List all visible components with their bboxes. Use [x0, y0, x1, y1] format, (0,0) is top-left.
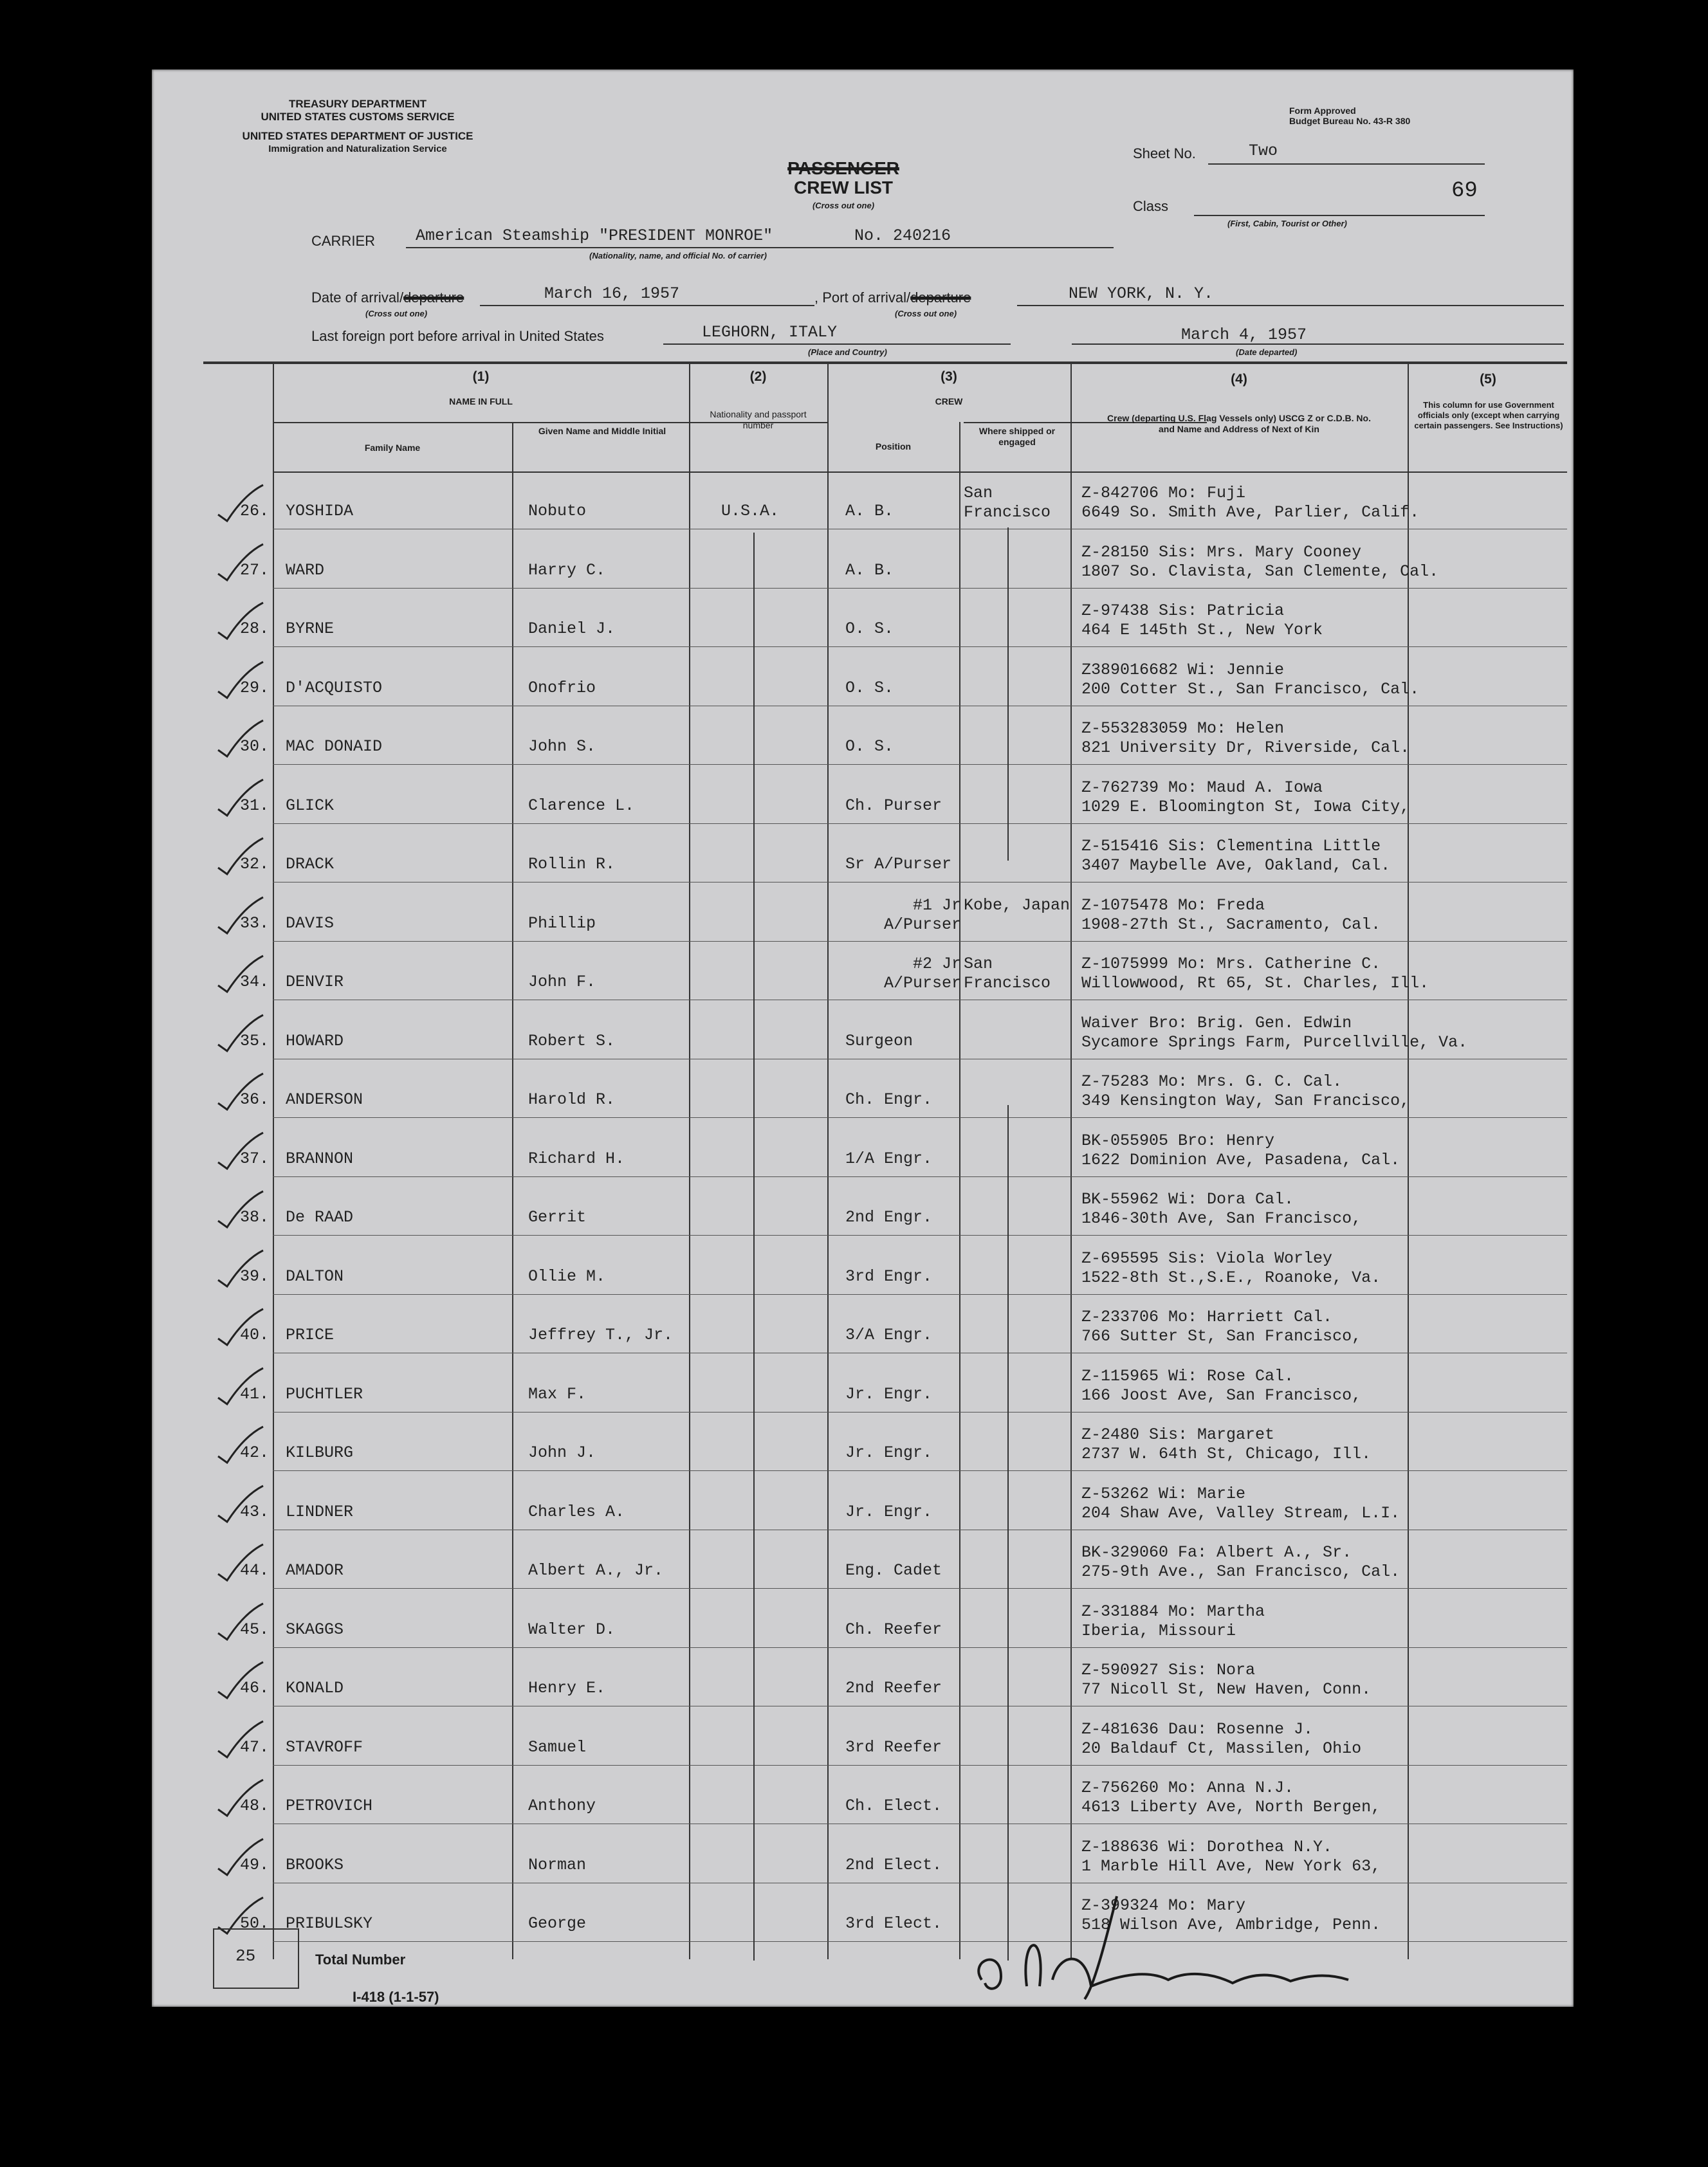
check-mark-icon: [213, 1661, 264, 1699]
row-rule: [273, 588, 1567, 589]
family-name: GLICK: [286, 796, 335, 815]
position: O. S.: [845, 619, 894, 638]
position: O. S.: [845, 737, 894, 756]
port-label: , Port of arrival/departure: [814, 289, 971, 306]
check-mark-icon: [213, 1308, 264, 1346]
shipped-ditto-line-1: [1007, 527, 1009, 861]
date-cross-hint: (Cross out one): [365, 309, 428, 318]
col1-title: NAME IN FULL: [449, 396, 513, 407]
shipped-ditto-line-2: [1007, 1105, 1009, 1961]
col3-number: (3): [941, 369, 957, 384]
given-name: Henry E.: [528, 1679, 606, 1697]
kin-line-1: BK-55962 Wi: Dora Cal.: [1081, 1190, 1294, 1209]
position: Ch. Engr.: [845, 1090, 933, 1109]
given-name: Gerrit: [528, 1208, 587, 1227]
given-name: Max F.: [528, 1385, 587, 1404]
kin-line-2: 3407 Maybelle Ave, Oakland, Cal.: [1081, 856, 1391, 875]
total-value: 25: [235, 1946, 256, 1966]
position: 2nd Reefer: [845, 1679, 942, 1697]
given-name: Rollin R.: [528, 855, 616, 873]
kin-line-2: 6649 So. Smith Ave, Parlier, Calif.: [1081, 503, 1420, 522]
given-name: Jeffrey T., Jr.: [528, 1326, 674, 1344]
col3b-shipped: Where shipped or engaged: [978, 426, 1056, 447]
last-port-hint: (Place and Country): [808, 347, 887, 357]
last-port-value: LEGHORN, ITALY: [702, 323, 838, 342]
list-title: CREW LIST: [794, 178, 893, 197]
check-mark-icon: [213, 955, 264, 993]
family-name: De RAAD: [286, 1208, 354, 1227]
row-number: 36.: [239, 1090, 269, 1109]
col1b-given: Given Name and Middle Initial: [538, 426, 666, 436]
col2-number: (2): [749, 369, 767, 384]
family-name: BROOKS: [286, 1856, 344, 1874]
table-top-rule: [203, 361, 1567, 364]
col1-number: (1): [472, 369, 490, 384]
check-mark-icon: [213, 719, 264, 758]
kin-line-1: Z-75283 Mo: Mrs. G. C. Cal.: [1081, 1072, 1343, 1091]
family-name: WARD: [286, 561, 325, 580]
family-name: DENVIR: [286, 973, 344, 991]
carrier-number: No. 240216: [854, 226, 951, 245]
position: Ch. Elect.: [845, 1797, 942, 1815]
check-mark-icon: [213, 1367, 264, 1405]
kin-line-1: Z389016682 Wi: Jennie: [1081, 661, 1285, 679]
position: Ch. Purser: [845, 796, 942, 815]
class-hint: (First, Cabin, Tourist or Other): [1227, 219, 1347, 228]
kin-line-2: 1807 So. Clavista, San Clemente, Cal.: [1081, 562, 1439, 581]
kin-line-2: 166 Joost Ave, San Francisco,: [1081, 1386, 1362, 1405]
kin-line-1: Z-233706 Mo: Harriett Cal.: [1081, 1308, 1333, 1326]
check-mark-icon: [213, 837, 264, 875]
port-value: NEW YORK, N. Y.: [1069, 284, 1214, 303]
row-rule: [273, 1412, 1567, 1413]
row-rule: [273, 1647, 1567, 1648]
kin-line-2: 821 University Dr, Riverside, Cal.: [1081, 738, 1410, 757]
col5-title: This column for use Government officials only (except when carrying certain passengers. See Instructions): [1414, 400, 1563, 430]
kin-line-2: 2737 W. 64th St, Chicago, Ill.: [1081, 1445, 1372, 1463]
row-number: 32.: [239, 855, 269, 873]
given-name: Nobuto: [528, 502, 587, 520]
family-name: PRIBULSKY: [286, 1914, 373, 1933]
given-name: Charles A.: [528, 1503, 625, 1521]
check-mark-icon: [213, 1602, 264, 1641]
given-name: Harold R.: [528, 1090, 616, 1109]
kin-line-1: Z-1075478 Mo: Freda: [1081, 896, 1265, 915]
family-name: DALTON: [286, 1267, 344, 1286]
row-rule: [273, 1117, 1567, 1118]
check-mark-icon: [213, 1838, 264, 1876]
family-name: BYRNE: [286, 619, 335, 638]
col4-title: Crew (departing U.S. Flag Vessels only) USCG Z or C.D.B. No. and Name and Address of Next of Kin: [1107, 413, 1371, 434]
position: #1 Jr A/Purser: [883, 896, 961, 934]
position: Ch. Reefer: [845, 1620, 942, 1639]
col3a-position: Position: [875, 441, 912, 452]
nationality: U.S.A.: [721, 502, 780, 520]
position: Jr. Engr.: [845, 1443, 933, 1462]
row-number: 40.: [239, 1326, 269, 1344]
col5-number: (5): [1480, 372, 1496, 387]
check-mark-icon: [213, 601, 264, 640]
where-shipped: Kobe, Japan: [964, 896, 1070, 915]
position: Surgeon: [845, 1032, 914, 1050]
kin-line-1: Z-399324 Mo: Mary: [1081, 1896, 1246, 1915]
position: 2nd Elect.: [845, 1856, 942, 1874]
row-number: 27.: [239, 561, 269, 580]
family-name: BRANNON: [286, 1149, 354, 1168]
given-name: George: [528, 1914, 587, 1933]
nationality-ditto-line: [753, 533, 755, 1961]
row-number: 28.: [239, 619, 269, 638]
check-mark-icon: [213, 1190, 264, 1229]
row-number: 49.: [239, 1856, 269, 1874]
kin-line-1: Waiver Bro: Brig. Gen. Edwin: [1081, 1014, 1352, 1032]
row-rule: [273, 1294, 1567, 1295]
given-name: Samuel: [528, 1738, 587, 1757]
position: 1/A Engr.: [845, 1149, 933, 1168]
kin-line-1: Z-2480 Sis: Margaret: [1081, 1425, 1275, 1444]
row-number: 42.: [239, 1443, 269, 1462]
check-mark-icon: [213, 484, 264, 522]
given-name: Phillip: [528, 914, 596, 933]
kin-line-1: Z-481636 Dau: Rosenne J.: [1081, 1720, 1314, 1739]
row-number: 31.: [239, 796, 269, 815]
agency-justice: UNITED STATES DEPARTMENT OF JUSTICE: [242, 130, 473, 142]
kin-line-2: 4613 Liberty Ave, North Bergen,: [1081, 1798, 1381, 1816]
kin-line-2: 1908-27th St., Sacramento, Cal.: [1081, 915, 1381, 934]
total-box: [213, 1928, 299, 1989]
row-rule: [273, 646, 1567, 647]
check-mark-icon: [213, 1720, 264, 1759]
class-label: Class: [1133, 198, 1169, 214]
family-name: LINDNER: [286, 1503, 354, 1521]
kin-line-2: 518 Wilson Ave, Ambridge, Penn.: [1081, 1916, 1381, 1934]
carrier-label: CARRIER: [311, 233, 376, 249]
check-mark-icon: [213, 1425, 264, 1464]
position: Jr. Engr.: [845, 1385, 933, 1404]
position: O. S.: [845, 679, 894, 697]
kin-line-1: Z-590927 Sis: Nora: [1081, 1661, 1256, 1679]
given-name: Albert A., Jr.: [528, 1561, 664, 1580]
row-rule: [273, 941, 1567, 942]
sheet-value: Two: [1249, 142, 1278, 160]
kin-line-2: 275-9th Ave., San Francisco, Cal.: [1081, 1562, 1400, 1581]
position: #2 Jr A/Purser: [883, 955, 961, 992]
kin-line-2: 349 Kensington Way, San Francisco,: [1081, 1092, 1410, 1110]
position: 3rd Reefer: [845, 1738, 942, 1757]
given-name: Ollie M.: [528, 1267, 606, 1286]
check-mark-icon: [213, 1249, 264, 1288]
kin-line-1: BK-055905 Bro: Henry: [1081, 1131, 1275, 1150]
kin-line-1: Z-97438 Sis: Patricia: [1081, 601, 1285, 620]
given-name: Daniel J.: [528, 619, 616, 638]
date-arrival-label: Date of arrival/departure: [311, 289, 464, 306]
check-mark-icon: [213, 1778, 264, 1817]
row-number: 43.: [239, 1503, 269, 1521]
family-name: KONALD: [286, 1679, 344, 1697]
kin-line-2: 1522-8th St.,S.E., Roanoke, Va.: [1081, 1268, 1381, 1287]
family-name: PETROVICH: [286, 1797, 373, 1815]
carrier-value: American Steamship "PRESIDENT MONROE": [416, 226, 773, 245]
crew-list-document: [152, 69, 1574, 2007]
kin-line-2: Willowwood, Rt 65, St. Charles, Ill.: [1081, 974, 1429, 992]
col3-title: CREW: [935, 396, 963, 407]
given-name: Anthony: [528, 1797, 596, 1815]
position: 3rd Engr.: [845, 1267, 933, 1286]
position: A. B.: [845, 502, 894, 520]
kin-line-1: Z-53262 Wi: Marie: [1081, 1485, 1246, 1503]
family-name: STAVROFF: [286, 1738, 363, 1757]
kin-line-2: Sycamore Springs Farm, Purcellville, Va.: [1081, 1033, 1468, 1052]
given-name: Clarence L.: [528, 796, 635, 815]
col1a-family: Family Name: [364, 443, 421, 453]
row-number: 41.: [239, 1385, 269, 1404]
row-number: 34.: [239, 973, 269, 991]
kin-line-2: 77 Nicoll St, New Haven, Conn.: [1081, 1680, 1372, 1699]
given-name: John S.: [528, 737, 596, 756]
given-name: Walter D.: [528, 1620, 616, 1639]
col2-title: Nationality and passport number: [710, 409, 807, 430]
kin-line-2: 204 Shaw Ave, Valley Stream, L.I.: [1081, 1504, 1400, 1522]
position: Sr A/Purser: [845, 855, 952, 873]
check-mark-icon: [213, 1485, 264, 1523]
carrier-hint: (Nationality, name, and official No. of carrier): [589, 251, 767, 261]
position: Eng. Cadet: [845, 1561, 942, 1580]
row-number: 29.: [239, 679, 269, 697]
kin-line-2: 200 Cotter St., San Francisco, Cal.: [1081, 680, 1420, 699]
given-name: Richard H.: [528, 1149, 625, 1168]
check-mark-icon: [213, 661, 264, 699]
row-number: 39.: [239, 1267, 269, 1286]
form-code: I-418 (1-1-57): [353, 1989, 439, 2005]
family-name: HOWARD: [286, 1032, 344, 1050]
given-name: Robert S.: [528, 1032, 616, 1050]
family-name: YOSHIDA: [286, 502, 354, 520]
row-number: 50.: [239, 1914, 269, 1933]
sheet-label: Sheet No.: [1133, 145, 1196, 161]
row-number: 37.: [239, 1149, 269, 1168]
family-name: MAC DONAID: [286, 737, 383, 756]
row-number: 33.: [239, 914, 269, 933]
kin-line-2: 20 Baldauf Ct, Massilen, Ohio: [1081, 1739, 1362, 1758]
official-signature: [956, 1858, 1419, 2012]
kin-line-2: 464 E 145th St., New York: [1081, 621, 1323, 639]
kin-line-2: 1622 Dominion Ave, Pasadena, Cal.: [1081, 1151, 1400, 1169]
date-arrival-value: March 16, 1957: [544, 284, 680, 303]
row-number: 47.: [239, 1738, 269, 1757]
kin-line-1: Z-842706 Mo: Fuji: [1081, 484, 1246, 502]
row-number: 30.: [239, 737, 269, 756]
row-number: 38.: [239, 1208, 269, 1227]
row-rule: [273, 1470, 1567, 1471]
check-mark-icon: [213, 1543, 264, 1582]
kin-line-1: BK-329060 Fa: Albert A., Sr.: [1081, 1543, 1352, 1562]
family-name: D'ACQUISTO: [286, 679, 383, 697]
row-rule: [273, 1235, 1567, 1236]
kin-line-1: Z-331884 Mo: Martha: [1081, 1602, 1265, 1621]
kin-line-1: Z-553283059 Mo: Helen: [1081, 719, 1285, 738]
where-shipped: San Francisco: [964, 955, 1051, 992]
row-rule: [273, 764, 1567, 765]
position: Jr. Engr.: [845, 1503, 933, 1521]
kin-line-2: 1029 E. Bloomington St, Iowa City,: [1081, 798, 1410, 816]
family-name: PUCHTLER: [286, 1385, 363, 1404]
family-name: PRICE: [286, 1326, 335, 1344]
kin-line-1: Z-1075999 Mo: Mrs. Catherine C.: [1081, 955, 1381, 973]
kin-line-2: 1 Marble Hill Ave, New York 63,: [1081, 1857, 1381, 1876]
last-port-label: Last foreign port before arrival in United States: [311, 328, 604, 344]
check-mark-icon: [213, 1072, 264, 1111]
check-mark-icon: [213, 896, 264, 935]
kin-line-1: Z-188636 Wi: Dorothea N.Y.: [1081, 1838, 1333, 1856]
given-name: John F.: [528, 973, 596, 991]
kin-line-2: Iberia, Missouri: [1081, 1622, 1236, 1640]
family-name: DRACK: [286, 855, 335, 873]
date-departed-hint: (Date departed): [1236, 347, 1298, 357]
check-mark-icon: [213, 778, 264, 817]
agency-customs: UNITED STATES CUSTOMS SERVICE: [261, 111, 455, 123]
where-shipped: San Francisco: [964, 484, 1051, 522]
cross-out-hint: (Cross out one): [812, 201, 875, 210]
table-header-rule: [273, 471, 1567, 473]
check-mark-icon: [213, 543, 264, 581]
row-number: 46.: [239, 1679, 269, 1697]
check-mark-icon: [213, 1014, 264, 1052]
agency-treasury: TREASURY DEPARTMENT: [288, 98, 427, 110]
given-name: Harry C.: [528, 561, 606, 580]
family-name: SKAGGS: [286, 1620, 344, 1639]
row-rule: [273, 1588, 1567, 1589]
family-name: KILBURG: [286, 1443, 354, 1462]
list-type-struck: PASSENGER: [787, 158, 899, 178]
family-name: AMADOR: [286, 1561, 344, 1580]
kin-line-1: Z-28150 Sis: Mrs. Mary Cooney: [1081, 543, 1362, 562]
kin-line-1: Z-756260 Mo: Anna N.J.: [1081, 1778, 1294, 1797]
col4-number: (4): [1231, 372, 1247, 387]
page-number: 69: [1451, 179, 1478, 203]
row-number: 45.: [239, 1620, 269, 1639]
position: 3/A Engr.: [845, 1326, 933, 1344]
budget-bureau: Budget Bureau No. 43-R 380: [1289, 116, 1411, 126]
row-rule: [273, 1176, 1567, 1177]
kin-line-1: Z-115965 Wi: Rose Cal.: [1081, 1367, 1294, 1385]
row-rule: [273, 1765, 1567, 1766]
kin-line-1: Z-515416 Sis: Clementina Little: [1081, 837, 1381, 855]
family-name: DAVIS: [286, 914, 335, 933]
position: A. B.: [845, 561, 894, 580]
form-approved: Form Approved: [1289, 105, 1356, 116]
port-cross-hint: (Cross out one): [895, 309, 957, 318]
row-number: 26.: [239, 502, 269, 520]
position: 3rd Elect.: [845, 1914, 942, 1933]
given-name: Norman: [528, 1856, 587, 1874]
date-departed-value: March 4, 1957: [1181, 325, 1307, 344]
given-name: John J.: [528, 1443, 596, 1462]
position: 2nd Engr.: [845, 1208, 933, 1227]
total-label: Total Number: [315, 1952, 406, 1968]
kin-line-1: Z-762739 Mo: Maud A. Iowa: [1081, 778, 1323, 797]
kin-line-2: 1846-30th Ave, San Francisco,: [1081, 1209, 1362, 1228]
kin-line-1: Z-695595 Sis: Viola Worley: [1081, 1249, 1333, 1268]
row-number: 44.: [239, 1561, 269, 1580]
row-number: 35.: [239, 1032, 269, 1050]
given-name: Onofrio: [528, 679, 596, 697]
agency-ins: Immigration and Naturalization Service: [268, 143, 447, 154]
row-rule: [273, 823, 1567, 824]
kin-line-2: 766 Sutter St, San Francisco,: [1081, 1327, 1362, 1346]
check-mark-icon: [213, 1131, 264, 1170]
family-name: ANDERSON: [286, 1090, 363, 1109]
row-number: 48.: [239, 1797, 269, 1815]
